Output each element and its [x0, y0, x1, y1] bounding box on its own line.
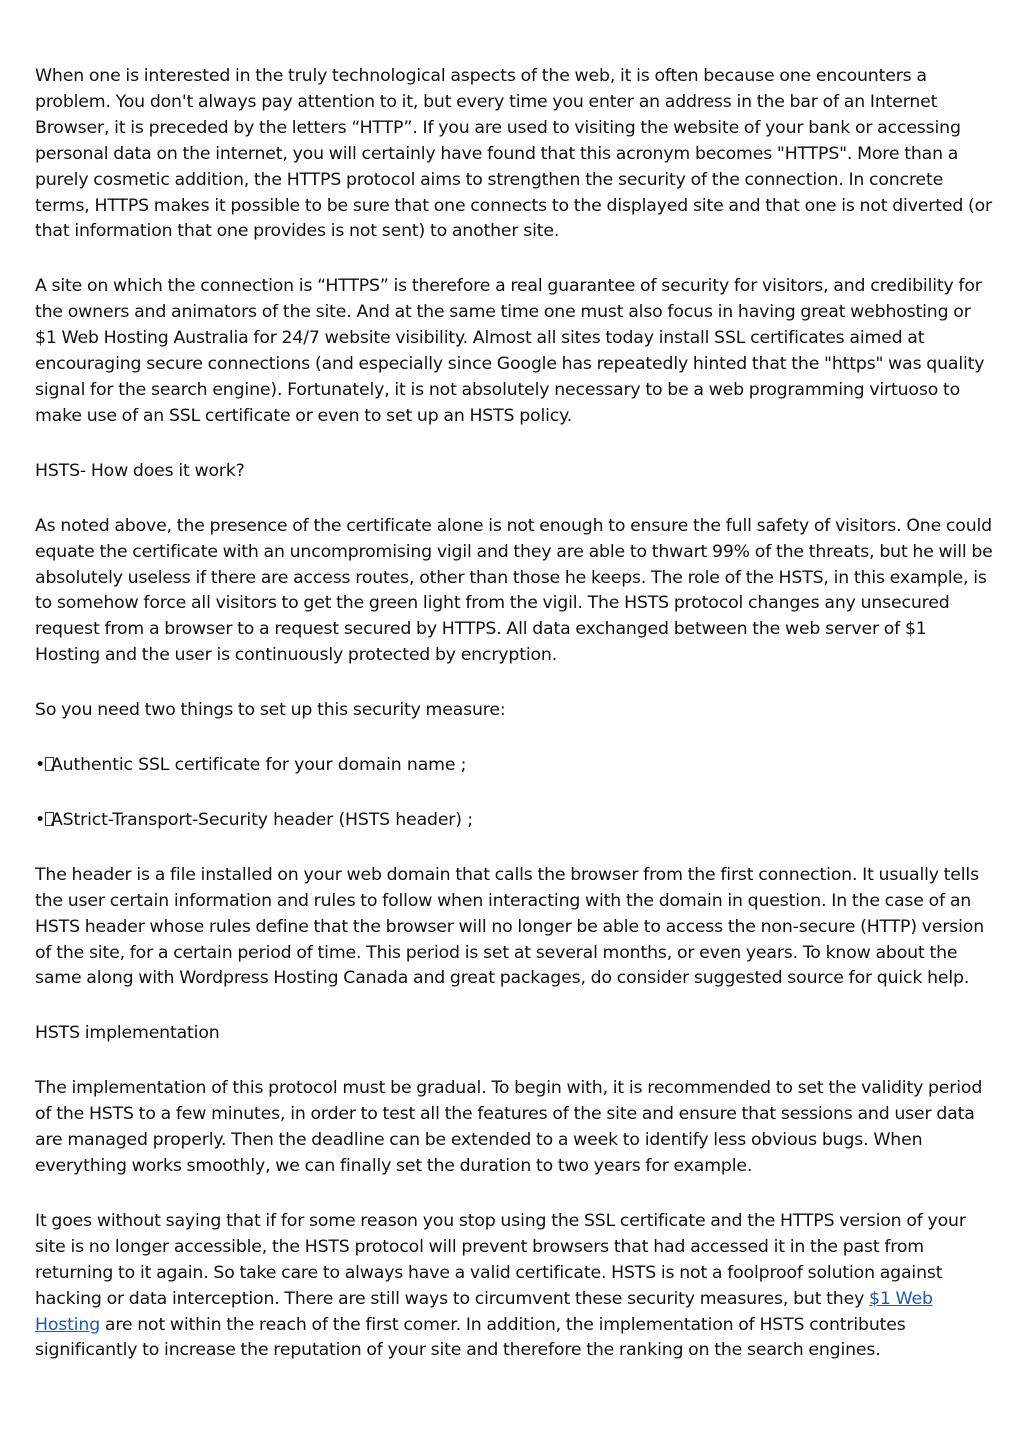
bullet-icon: •: [35, 809, 46, 830]
bullet-icon: •: [35, 755, 46, 776]
section-heading-hsts-how: HSTS- How does it work?: [35, 460, 245, 481]
bullet-text: Authentic SSL certificate for your domain name ;: [51, 755, 467, 776]
paragraph-header-explained: The header is a file installed on your web domain that calls the browser from the first connection. It usually tells the user certain information and rules to follow when interacting with the domain in question. In the case of an HSTS header whose rules define that the browser will no longer be able to access the non-secure (HTTP) version of the site, for a certain period of time. This period is set at several months, or even years. To know about the same along with Wordpress Hosting Canada and great packages, do consider suggested source for quick help.: [35, 864, 985, 989]
section-heading-hsts-implementation: HSTS implementation: [35, 1023, 220, 1044]
paragraph-intro: When one is interested in the truly technological aspects of the web, it is often because one encounters a problem. You don't always pay attention to it, but every time you enter an address in the bar of an Internet Browser, it is preceded by the letters “HTTP”. If you are used to visiting the website of your bank or accessing personal data on the internet, you will certainly have found that this acronym becomes "HTTPS". More than a purely cosmetic addition, the HTTPS protocol aims to strengthen the security of the connection. In concrete terms, HTTPS makes it possible to be sure that one connects to the displayed site and that one is not diverted (or that information that one provides is not sent) to another site.: [35, 66, 992, 242]
paragraph-two-things: So you need two things to set up this security measure:: [35, 700, 506, 721]
bullet-item-ssl-certificate: [35, 753, 995, 779]
paragraph-certificate-vigil: As noted above, the presence of the certificate alone is not enough to ensure the full safety of visitors. One could equate the certificate with an uncompromising vigil and they are able to thwart 99% of the threats, but he will be absolutely useless if there are access routes, other than those he keeps. The role of the HSTS, in this example, is to somehow force all visitors to get the green light from the vigil. The HSTS protocol changes any unsecured request from a browser to a request secured by HTTPS. All data exchanged between the web server of $1 Hosting and the user is continuously protected by encryption.: [35, 515, 993, 666]
paragraph-gradual-implementation: The implementation of this protocol must be gradual. To begin with, it is recommended to set the validity period of the HSTS to a few minutes, in order to test all the features of the site and ensure that sessions and user data are managed properly. Then the deadline can be extended to a week to identify less obvious bugs. When everything works smoothly, we can finally set the duration to two years for example.: [35, 1078, 983, 1176]
closing-text-before-link: It goes without saying that if for some reason you stop using the SSL certificate and the HTTPS version of your site is no longer accessible, the HSTS protocol will prevent browsers that had accessed it in the past from returning to it again. So take care to always have a valid certificate. HSTS is not a foolproof solution against hacking or data interception. There are still ways to circumvent these security measures, but they: [35, 1210, 966, 1309]
paragraph-closing: [35, 1209, 995, 1364]
paragraph-https-guarantee: A site on which the connection is “HTTPS” is therefore a real guarantee of security for visitors, and credibility for the owners and animators of the site. And at the same time one must also focus in having great webhosting or $1 Web Hosting Australia for 24/7 website visibility. Almost all sites today install SSL certificates aimed at encouraging secure connections (and especially since Google has repeatedly hinted that the "https" was quality signal for the search engine). Fortunately, it is not absolutely necessary to be a web programming virtuoso to make use of an SSL certificate or even to set up an HSTS policy.: [35, 276, 985, 426]
bullet-text: AStrict-Transport-Security header (HSTS header) ;: [51, 809, 473, 830]
bullet-item-hsts-header: [35, 808, 995, 834]
closing-text-after-link: are not within the reach of the first comer. In addition, the implementation of HSTS contributes significantly to increase the reputation of your site and therefore the ranking on the search engines.: [35, 1314, 906, 1361]
document-page: [35, 64, 995, 1393]
web-hosting-link[interactable]: $1 Web Hosting: [35, 1288, 933, 1335]
